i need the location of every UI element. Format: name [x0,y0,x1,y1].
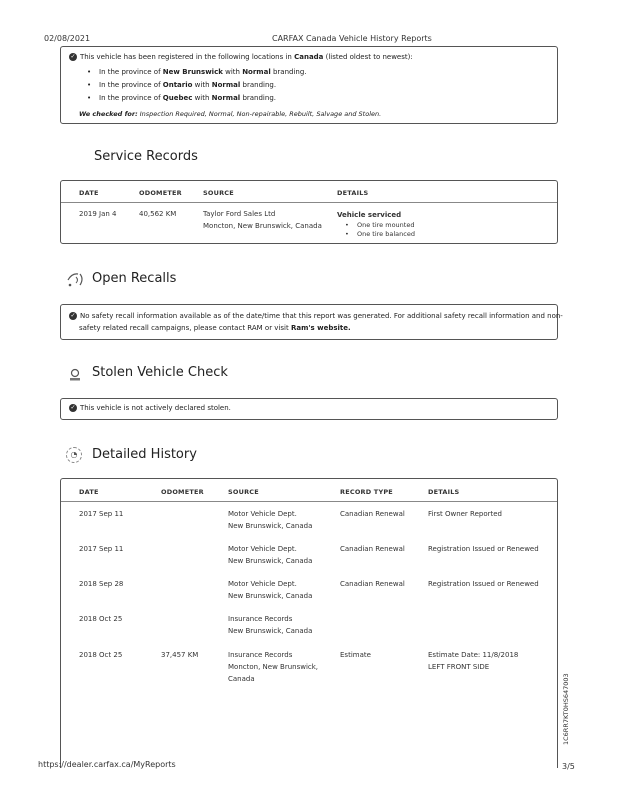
history-icon: ◔ [66,447,82,463]
detailed-history-title: Detailed History [92,447,197,462]
check-circle-icon: ✓ [70,312,76,319]
col-header-date: DATE [79,189,99,197]
col-header-date: DATE [79,488,99,496]
check-circle-icon: ✓ [70,53,76,60]
recall-icon [64,270,86,290]
header-divider [61,501,557,502]
col-header-record-type: RECORD TYPE [340,488,393,496]
history-source-line2: New Brunswick, Canada [228,522,313,530]
history-date: 2018 Oct 25 [79,651,123,659]
history-source-line2: New Brunswick, Canada [228,557,313,565]
service-source-line2: Moncton, New Brunswick, Canada [203,222,322,230]
col-header-source: SOURCE [203,189,234,197]
open-recalls-title: Open Recalls [92,271,177,286]
history-record-type: Canadian Renewal [340,510,405,518]
registration-intro: ✓ This vehicle has been registered in the following locations in Canada (listed oldest to newest): [70,53,413,61]
history-details: Registration Issued or Renewed [428,580,539,588]
history-date: 2017 Sep 11 [79,510,124,518]
col-header-odometer: ODOMETER [161,488,204,496]
history-source-line1: Insurance Records [228,651,293,659]
history-source-line1: Motor Vehicle Dept. [228,510,297,518]
page-number: 3/5 [562,762,575,771]
history-source-line2: Moncton, New Brunswick, [228,663,319,671]
history-date: 2018 Oct 25 [79,615,123,623]
service-records-table [60,180,558,244]
stolen-check-icon [68,368,82,382]
history-date: 2018 Sep 28 [79,580,124,588]
service-details-item: • One tire mounted [345,221,414,230]
history-odometer: 37,457 KM [161,651,199,659]
print-date: 02/08/2021 [44,34,91,43]
history-source-line1: Motor Vehicle Dept. [228,580,297,588]
open-recalls-box [60,304,563,340]
history-details: Registration Issued or Renewed [428,545,539,553]
history-details: Estimate Date: 11/8/2018 [428,651,519,659]
registration-box [60,46,558,124]
stolen-vehicle-box [60,398,558,420]
history-source-line2: New Brunswick, Canada [228,627,313,635]
history-details-line2: LEFT FRONT SIDE [428,663,490,671]
checked-for-note: We checked for: Inspection Required, Normal, Non-repairable, Rebuilt, Salvage and Stolen. [79,110,382,118]
registration-item: • In the province of Quebec with Normal branding. [87,93,276,104]
col-header-details: DETAILS [428,488,460,496]
detailed-history-table [60,478,558,768]
service-records-title: Service Records [94,149,198,164]
service-date: 2019 Jan 4 [79,210,117,218]
recalls-text-line2: safety related recall campaigns, please contact RAM or visit Ram's website. [79,324,351,332]
col-header-odometer: ODOMETER [139,189,182,197]
page-header-title: CARFAX Canada Vehicle History Reports [272,34,432,43]
service-details-item: • One tire balanced [345,230,415,239]
col-header-source: SOURCE [228,488,259,496]
history-source-line2: New Brunswick, Canada [228,592,313,600]
registration-item: • In the province of Ontario with Normal branding. [87,80,276,91]
check-circle-icon: ✓ [70,404,76,411]
history-source-line3: Canada [228,675,255,683]
history-source-line1: Motor Vehicle Dept. [228,545,297,553]
col-header-details: DETAILS [337,189,369,197]
history-record-type: Canadian Renewal [340,545,405,553]
stolen-text: ✓ This vehicle is not actively declared stolen. [70,404,231,412]
footer-url: https://dealer.carfax.ca/MyReports [38,760,176,769]
history-details: First Owner Reported [428,510,502,518]
service-details-title: Vehicle serviced [337,211,402,219]
service-odometer: 40,562 KM [139,210,177,218]
service-source-line1: Taylor Ford Sales Ltd [203,210,276,218]
header-divider [61,202,557,203]
history-source-line1: Insurance Records [228,615,293,623]
vin-stamp: 1C6RR7KT0HS647003 [562,673,570,745]
recalls-text-line1: ✓ No safety recall information available as of the date/time that this report was generated. For additional safety recall information and non- [70,312,563,320]
stolen-vehicle-check-title: Stolen Vehicle Check [92,365,228,380]
history-date: 2017 Sep 11 [79,545,124,553]
registration-item: • In the province of New Brunswick with Normal branding. [87,67,307,78]
history-record-type: Estimate [340,651,371,659]
ram-website-link[interactable]: Ram's website. [290,324,351,332]
history-record-type: Canadian Renewal [340,580,405,588]
